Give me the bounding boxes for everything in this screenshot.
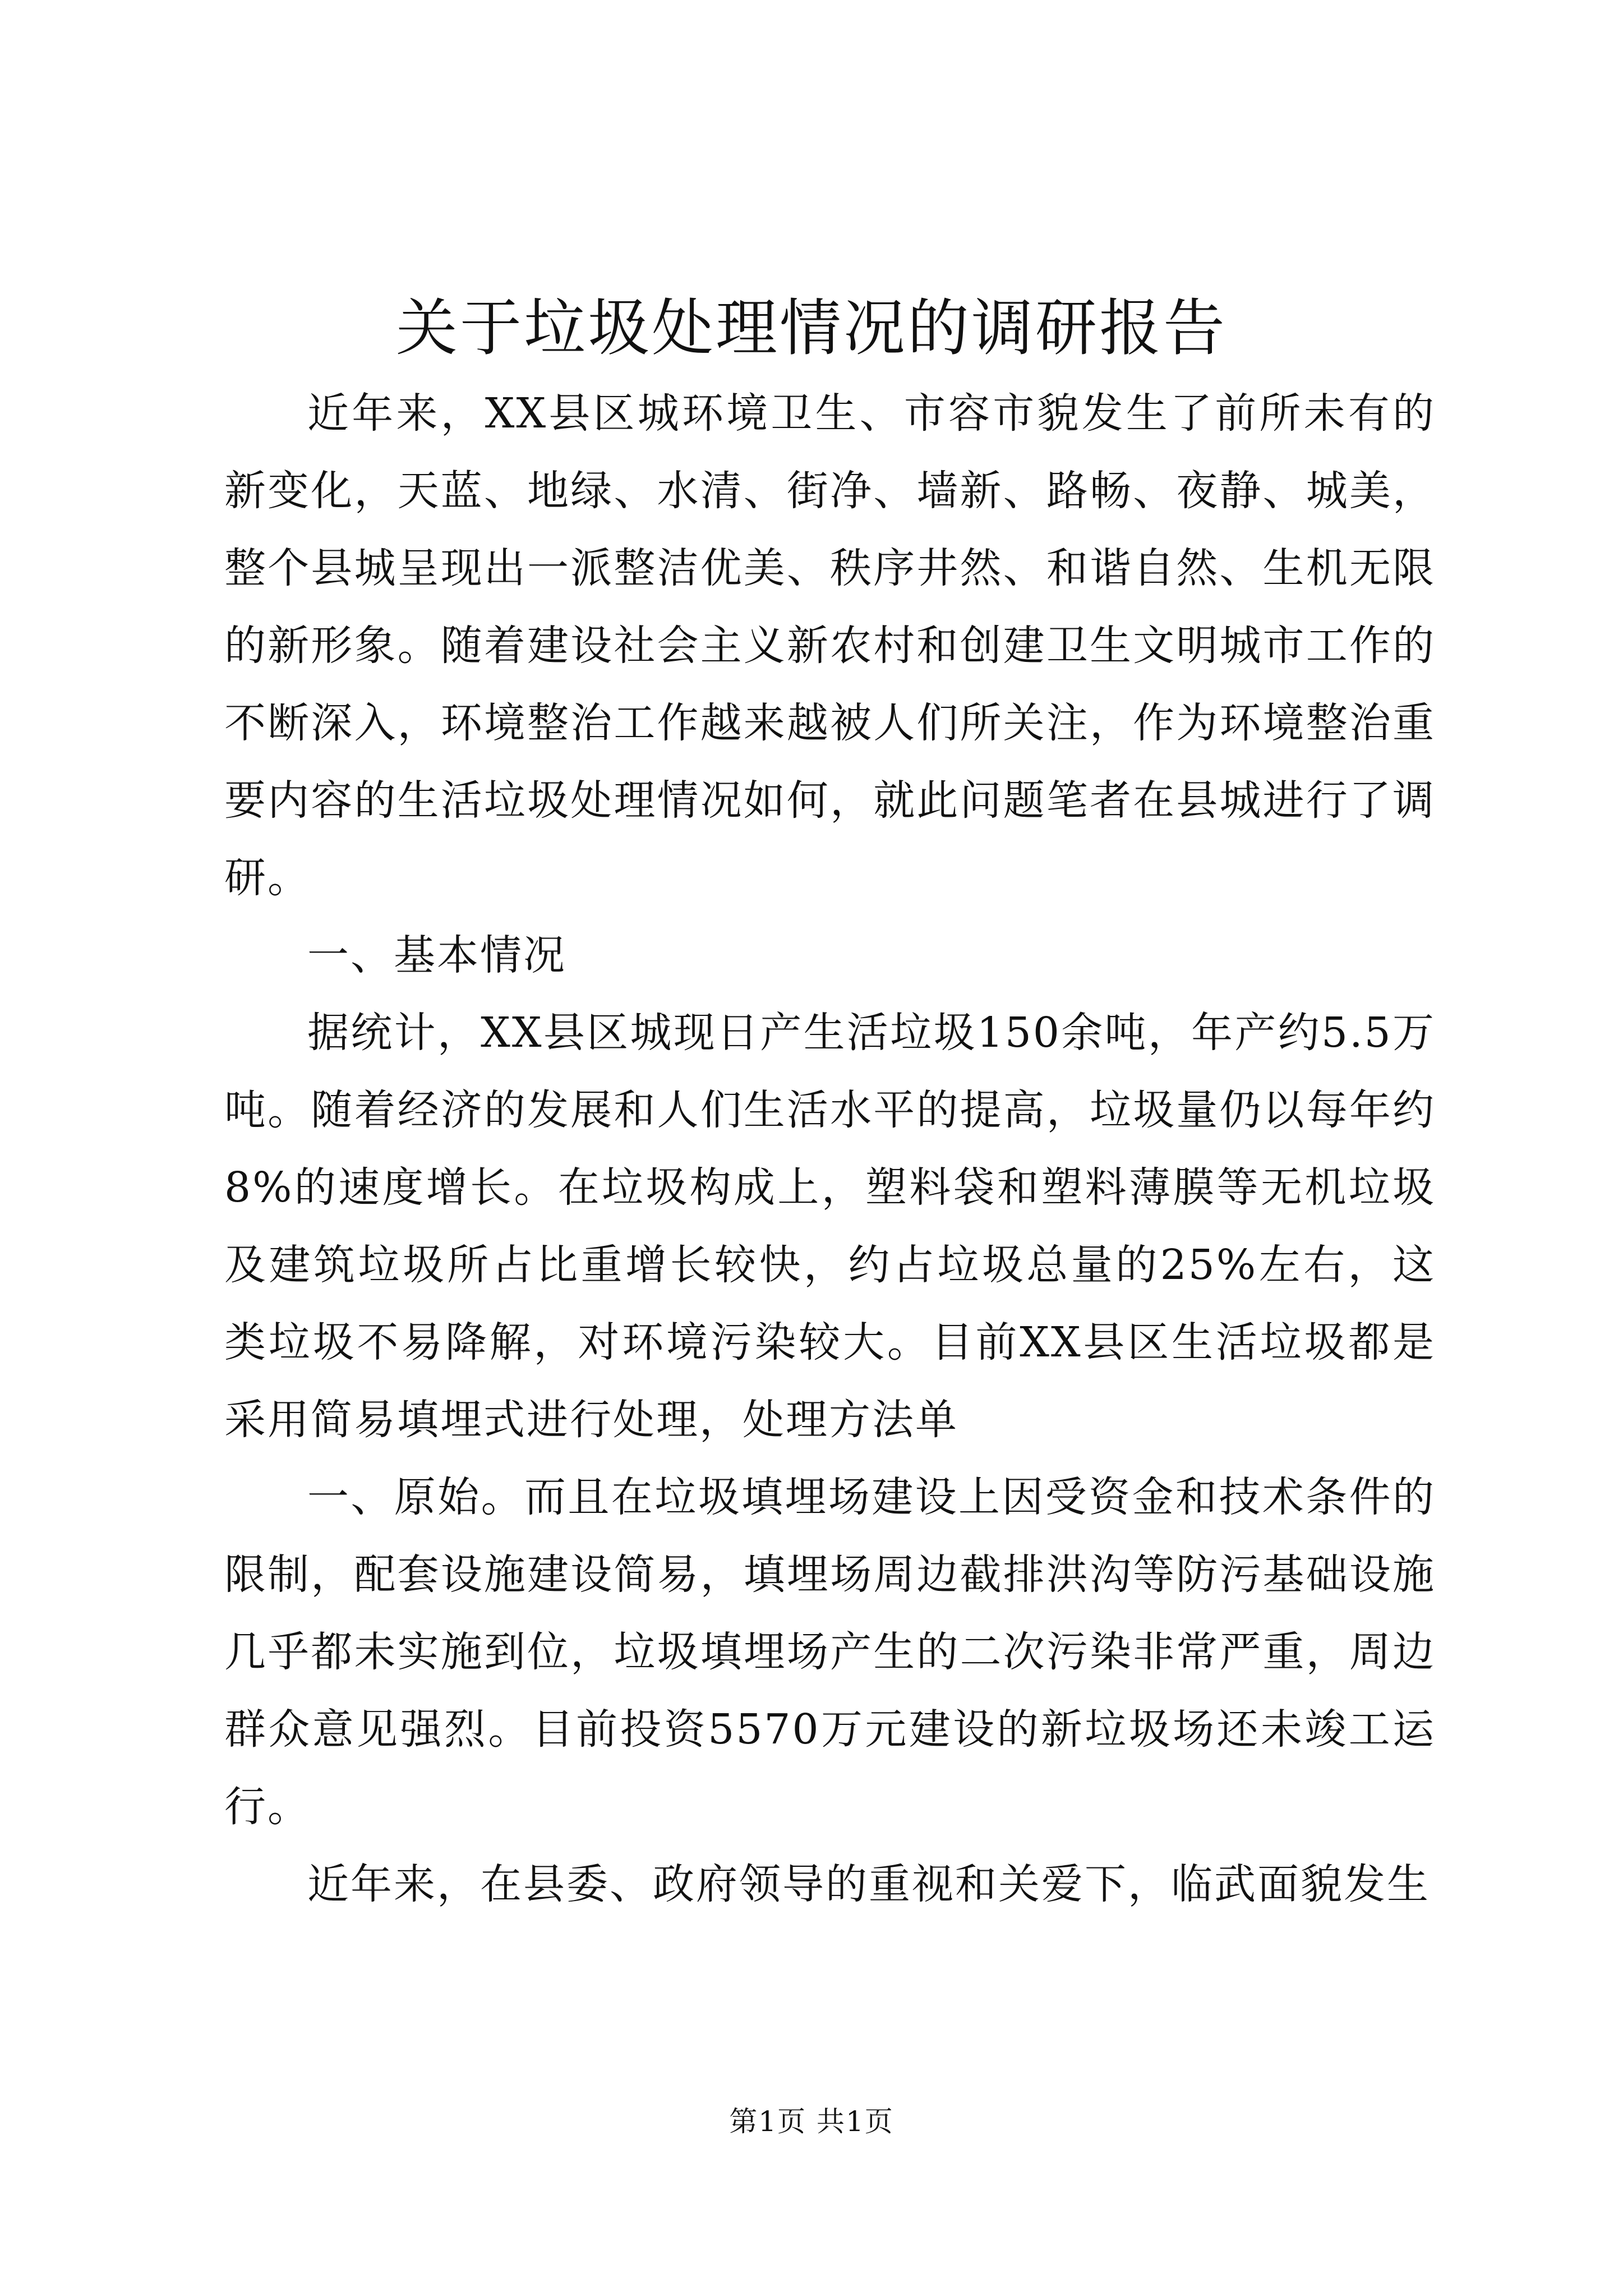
paragraph-landfill: 一、原始。而且在垃圾填埋场建设上因受资金和技术条件的限制，配套设施建设简易，填埋场周边截排洪沟等防污基础设施几乎都未实施到位，垃圾填埋场产生的二次污染非常严重，周边群众意见强烈。目前投资5570万元建设的新垃圾场还未竣工运行。 [224,1473,1436,1831]
page-footer: 第1页 共1页 [729,2105,894,2138]
section-heading-basic: 一、基本情况 [307,931,566,979]
document-body [224,375,1436,1923]
paragraph-recent: 近年来，在县委、政府领导的重视和关爱下，临武面貌发生 [307,1860,1430,1908]
document-title: 关于垃圾处理情况的调研报告 [396,292,1227,364]
paragraph-intro: 近年来，XX县区城环境卫生、市容市貌发生了前所未有的新变化，天蓝、地绿、水清、街净、墙新、路畅、夜静、城美，整个县城呈现出一派整洁优美、秩序井然、和谐自然、生机无限的新形象。随着建设社会主义新农村和创建卫生文明城市工作的不断深入，环境整治工作越来越被人们所关注，作为环境整治重要内容的生活垃圾处理情况如何，就此问题笔者在县城进行了调研。 [224,389,1436,902]
paragraph-statistics: 据统计，XX县区城现日产生活垃圾150余吨，年产约5.5万吨。随着经济的发展和人们生活水平的提高，垃圾量仍以每年约8%的速度增长。在垃圾构成上，塑料袋和塑料薄膜等无机垃圾及建筑垃圾所占比重增长较快，约占垃圾总量的25%左右，这类垃圾不易降解，对环境污染较大。目前XX县区生活垃圾都是采用简易填埋式进行处理，处理方法单 [224,1009,1436,1444]
